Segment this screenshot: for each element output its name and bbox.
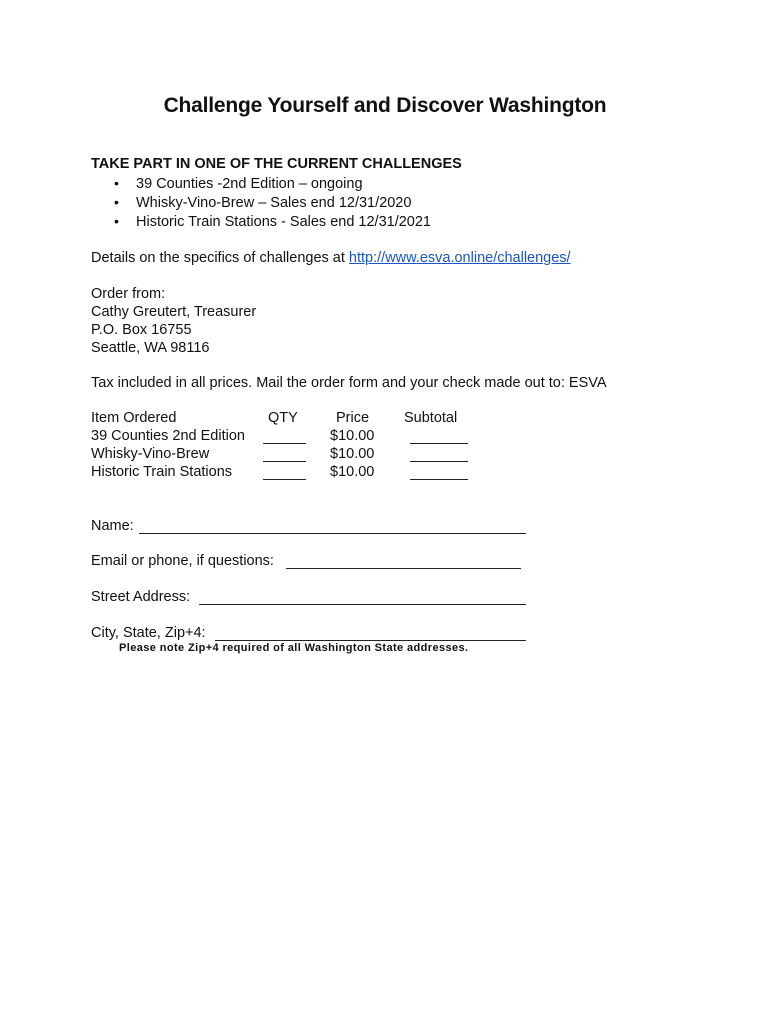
row-item: 39 Counties 2nd Edition (91, 428, 245, 444)
header-subtotal: Subtotal (404, 410, 458, 426)
challenge-item: Historic Train Stations - Sales end 12/31/2021 (136, 214, 431, 230)
row-price: $10.00 (330, 464, 375, 480)
qty-field[interactable] (263, 478, 306, 480)
header-item: Item Ordered (91, 410, 177, 426)
tax-note: Tax included in all prices. Mail the order form and your check made out to: ESVA (91, 375, 607, 391)
row-price: $10.00 (330, 428, 375, 444)
contact-field[interactable] (286, 567, 521, 569)
challenges-link[interactable]: http://www.esva.online/challenges/ (348, 250, 571, 266)
challenges-heading: TAKE PART IN ONE OF THE CURRENT CHALLENGES (91, 156, 462, 172)
challenge-item: 39 Counties -2nd Edition – ongoing (136, 176, 363, 192)
subtotal-field[interactable] (410, 442, 468, 444)
order-from-name: Cathy Greutert, Treasurer (91, 304, 257, 320)
name-field[interactable] (139, 532, 526, 534)
details-text: Details on the specifics of challenges at (91, 250, 349, 266)
row-item: Historic Train Stations (91, 464, 233, 480)
city-label: City, State, Zip+4: (91, 625, 206, 641)
street-field[interactable] (199, 603, 526, 605)
qty-field[interactable] (263, 460, 306, 462)
order-from-box: P.O. Box 16755 (91, 322, 192, 338)
qty-field[interactable] (263, 442, 306, 444)
subtotal-field[interactable] (410, 478, 468, 480)
details-line (91, 249, 571, 267)
street-label: Street Address: (91, 589, 191, 605)
bullet-icon: • (114, 213, 119, 229)
zip-note: Please note Zip+4 required of all Washington State addresses. (119, 642, 469, 654)
city-field[interactable] (215, 639, 526, 641)
page-title: Challenge Yourself and Discover Washington (163, 94, 607, 117)
row-item: Whisky-Vino-Brew (91, 446, 210, 462)
order-from-label: Order from: (91, 286, 166, 302)
row-price: $10.00 (330, 446, 375, 462)
header-price: Price (336, 410, 370, 426)
bullet-icon: • (114, 175, 119, 191)
challenge-item: Whisky-Vino-Brew – Sales end 12/31/2020 (136, 195, 412, 211)
subtotal-field[interactable] (410, 460, 468, 462)
bullet-icon: • (114, 194, 119, 210)
name-label: Name: (91, 518, 134, 534)
order-from-city: Seattle, WA 98116 (91, 340, 210, 356)
contact-label: Email or phone, if questions: (91, 553, 274, 569)
header-qty: QTY (268, 410, 298, 426)
